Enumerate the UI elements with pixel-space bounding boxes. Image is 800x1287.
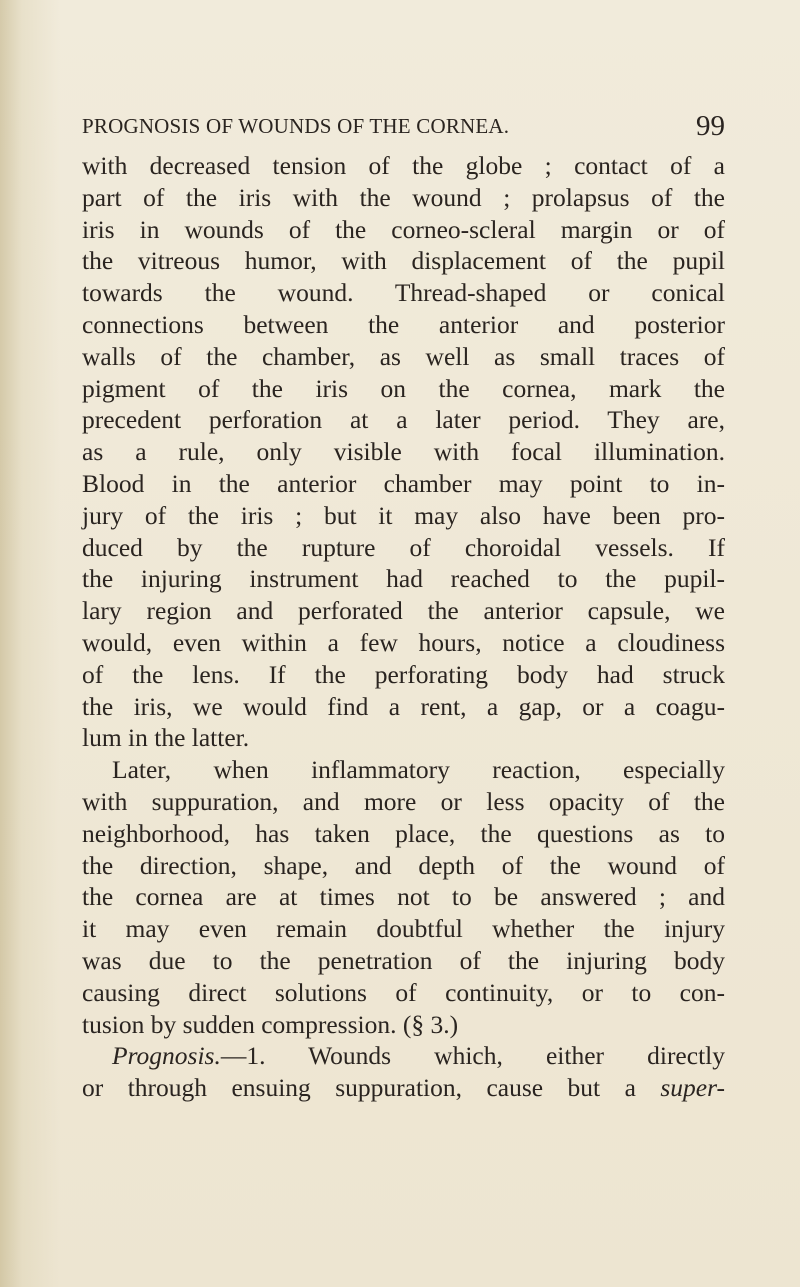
prognosis-line-2 bbox=[82, 1072, 725, 1104]
text-line: would, even within a few hours, notice a cloudiness bbox=[82, 627, 725, 657]
text-line: walls of the chamber, as well as small traces of bbox=[82, 341, 725, 371]
text-line: with decreased tension of the globe ; contact of a bbox=[82, 151, 725, 180]
text-line: neighborhood, has taken place, the questions as to bbox=[82, 818, 725, 848]
prognosis-text-2: or through ensuing suppuration, cause but a bbox=[82, 1073, 661, 1103]
prognosis-heading: Prognosis. bbox=[112, 1041, 221, 1071]
text-line: precedent perforation at a later period. They are, bbox=[82, 405, 725, 435]
text-line: duced by the rupture of choroidal vessels. If bbox=[82, 532, 725, 562]
text-line: causing direct solutions of continuity, or to con- bbox=[82, 977, 725, 1007]
text-line: was due to the penetration of the injuring body bbox=[82, 945, 725, 975]
running-title: PROGNOSIS OF WOUNDS OF THE CORNEA. bbox=[82, 114, 510, 138]
prognosis-text: —1. Wounds which, either directly bbox=[220, 1041, 725, 1071]
text-line: as a rule, only visible with focal illumination. bbox=[82, 437, 725, 467]
page-number: 99 bbox=[696, 110, 725, 142]
text-line: of the lens. If the perforating body had struck bbox=[82, 659, 725, 689]
text-line: towards the wound. Thread-shaped or conical bbox=[82, 278, 725, 308]
text-line: the injuring instrument had reached to the pupil- bbox=[82, 564, 725, 594]
text-line: with suppuration, and more or less opacity of the bbox=[82, 786, 725, 816]
text-line: iris in wounds of the corneo-scleral margin or of bbox=[82, 214, 725, 244]
prognosis-italic-word: super- bbox=[660, 1073, 725, 1103]
text-line: part of the iris with the wound ; prolapsus of the bbox=[82, 182, 725, 212]
text-line: lary region and perforated the anterior capsule, we bbox=[82, 596, 725, 626]
text-line: pigment of the iris on the cornea, mark the bbox=[82, 373, 725, 403]
text-line: Later, when inflammatory reaction, especially bbox=[112, 755, 725, 785]
text-line: tusion by sudden compression. (§ 3.) bbox=[82, 1009, 459, 1039]
text-line: the vitreous humor, with displacement of the pupil bbox=[82, 246, 725, 276]
text-line: the iris, we would find a rent, a gap, or a coagu- bbox=[82, 691, 725, 721]
text-line: lum in the latter. bbox=[82, 723, 250, 753]
text-line: connections between the anterior and posterior bbox=[82, 309, 725, 339]
text-line: Blood in the anterior chamber may point to in- bbox=[82, 468, 725, 498]
text-line: the direction, shape, and depth of the wound of bbox=[82, 850, 725, 880]
prognosis-line bbox=[82, 1040, 725, 1072]
body-text bbox=[82, 150, 725, 1104]
text-line: it may even remain doubtful whether the injury bbox=[82, 914, 725, 944]
running-head bbox=[82, 110, 725, 140]
text-line: the cornea are at times not to be answered ; and bbox=[82, 882, 725, 912]
text-line: jury of the iris ; but it may also have been pro- bbox=[82, 500, 725, 530]
